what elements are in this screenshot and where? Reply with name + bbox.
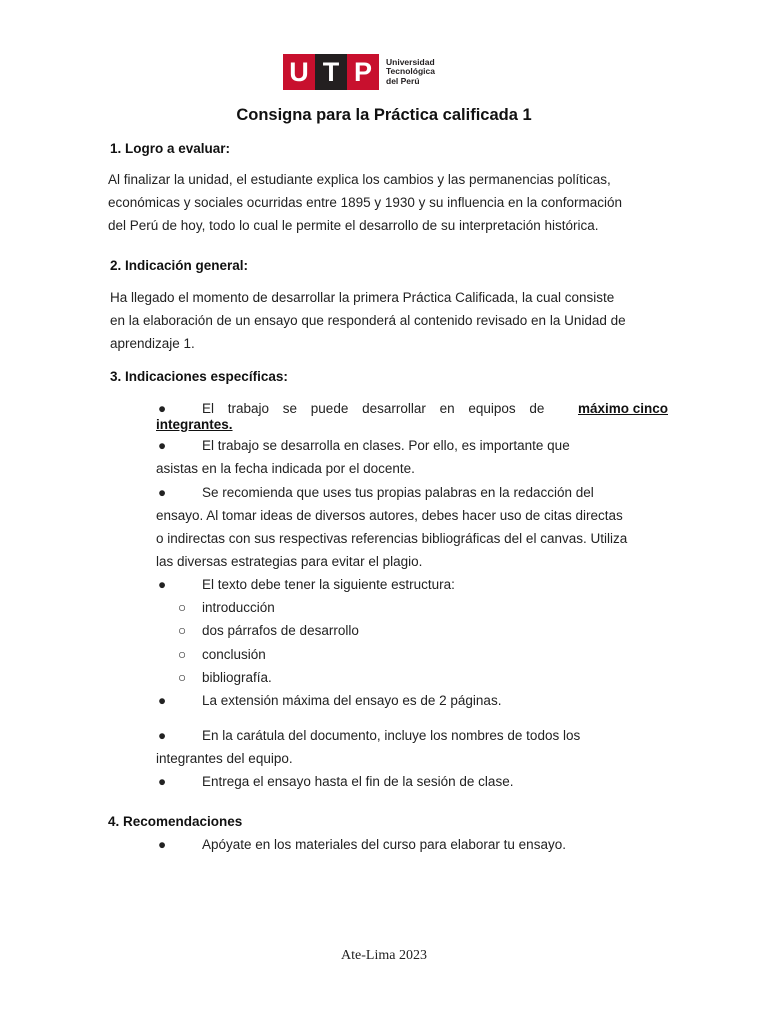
section-2-heading: 2. Indicación general: xyxy=(110,258,249,273)
bullet-5-text: La extensión máxima del ensayo es de 2 páginas. xyxy=(202,693,502,708)
section-1-line-2: económicas y sociales ocurridas entre 1895 y 1930 y su influencia en la conformación xyxy=(108,195,623,210)
bullet-7-dot: ● xyxy=(158,774,167,789)
logo-text-line-2: Tecnológica xyxy=(386,66,435,77)
section-2-line-3: aprendizaje 1. xyxy=(110,336,195,351)
document-title: Consigna para la Práctica calificada 1 xyxy=(236,106,532,124)
logo-letter-u: U xyxy=(283,54,315,90)
bullet-6-dot: ● xyxy=(158,728,167,743)
logo-mark xyxy=(283,54,379,90)
sub-bullet-4-text: bibliografía. xyxy=(202,670,272,685)
sub-bullet-2-text: dos párrafos de desarrollo xyxy=(202,623,359,638)
bullet-6-line-1: En la carátula del documento, incluye los nombres de todos los xyxy=(202,728,581,743)
section-1-heading: 1. Logro a evaluar: xyxy=(110,141,231,156)
section-2-paragraph xyxy=(110,286,658,355)
bullet-7-text: Entrega el ensayo hasta el fin de la sesión de clase. xyxy=(202,774,514,789)
bullet-1-text: El trabajo se puede desarrollar en equipos de xyxy=(202,401,545,416)
bullet-4-dot: ● xyxy=(158,577,167,592)
sub-bullet-3-dot: ○ xyxy=(178,647,187,662)
bullet-1-dot: ● xyxy=(158,401,167,416)
bullet-3-line-1: Se recomienda que uses tus propias palabras en la redacción del xyxy=(202,485,594,500)
bullet-1-emphasis: máximo cinco xyxy=(577,401,668,416)
bullet-3-dot: ● xyxy=(158,485,167,500)
utp-logo xyxy=(283,54,442,90)
logo-wordmark xyxy=(386,58,442,87)
section-3-heading: 3. Indicaciones específicas: xyxy=(110,369,288,384)
section-2-line-2: en la elaboración de un ensayo que responderá al contenido revisado en la Unidad de xyxy=(110,313,626,328)
bullet-2-line-2: asistas en la fecha indicada por el docente. xyxy=(156,461,415,476)
sub-bullet-1-text: introducción xyxy=(202,600,275,615)
recommendation-1-dot: ● xyxy=(158,837,167,852)
bullet-1-emphasis-2: integrantes. xyxy=(156,417,233,432)
sub-bullet-2-dot: ○ xyxy=(178,623,187,638)
bullet-3-line-4: las diversas estrategias para evitar el plagio. xyxy=(156,554,423,569)
bullet-2-line-1: El trabajo se desarrolla en clases. Por ello, es importante que xyxy=(202,438,570,453)
logo-text-line-3: del Perú xyxy=(386,75,420,86)
section-1-line-1: Al finalizar la unidad, el estudiante explica los cambios y las permanencias políticas, xyxy=(108,172,611,187)
bullet-3-line-3: o indirectas con sus respectivas referencias bibliográficas del el canvas. Utiliza xyxy=(156,531,628,546)
bullet-1-line-1 xyxy=(202,397,668,420)
sub-bullet-1-dot: ○ xyxy=(178,600,187,615)
sub-bullet-3-text: conclusión xyxy=(202,647,266,662)
bullet-2-dot: ● xyxy=(158,438,167,453)
logo-letter-p: P xyxy=(347,54,379,90)
logo-text-line-1: Universidad xyxy=(386,57,435,67)
sub-bullet-4-dot: ○ xyxy=(178,670,187,685)
recommendation-1-text: Apóyate en los materiales del curso para elaborar tu ensayo. xyxy=(202,837,566,852)
bullet-4-text: El texto debe tener la siguiente estructura: xyxy=(202,577,455,592)
bullet-5-dot: ● xyxy=(158,693,167,708)
section-2-line-1: Ha llegado el momento de desarrollar la primera Práctica Calificada, la cual consiste xyxy=(110,290,615,305)
logo-letter-t: T xyxy=(315,54,347,90)
bullet-1-line-2 xyxy=(156,413,233,436)
section-1-line-3: del Perú de hoy, todo lo cual le permite el desarrollo de su interpretación histórica. xyxy=(108,218,599,233)
section-4-heading: 4. Recomendaciones xyxy=(108,814,243,829)
footer-location-year: Ate-Lima 2023 xyxy=(341,948,427,963)
bullet-6-line-2: integrantes del equipo. xyxy=(156,751,293,766)
bullet-3-line-2: ensayo. Al tomar ideas de diversos autores, debes hacer uso de citas directas xyxy=(156,508,623,523)
section-1-paragraph xyxy=(108,168,656,237)
